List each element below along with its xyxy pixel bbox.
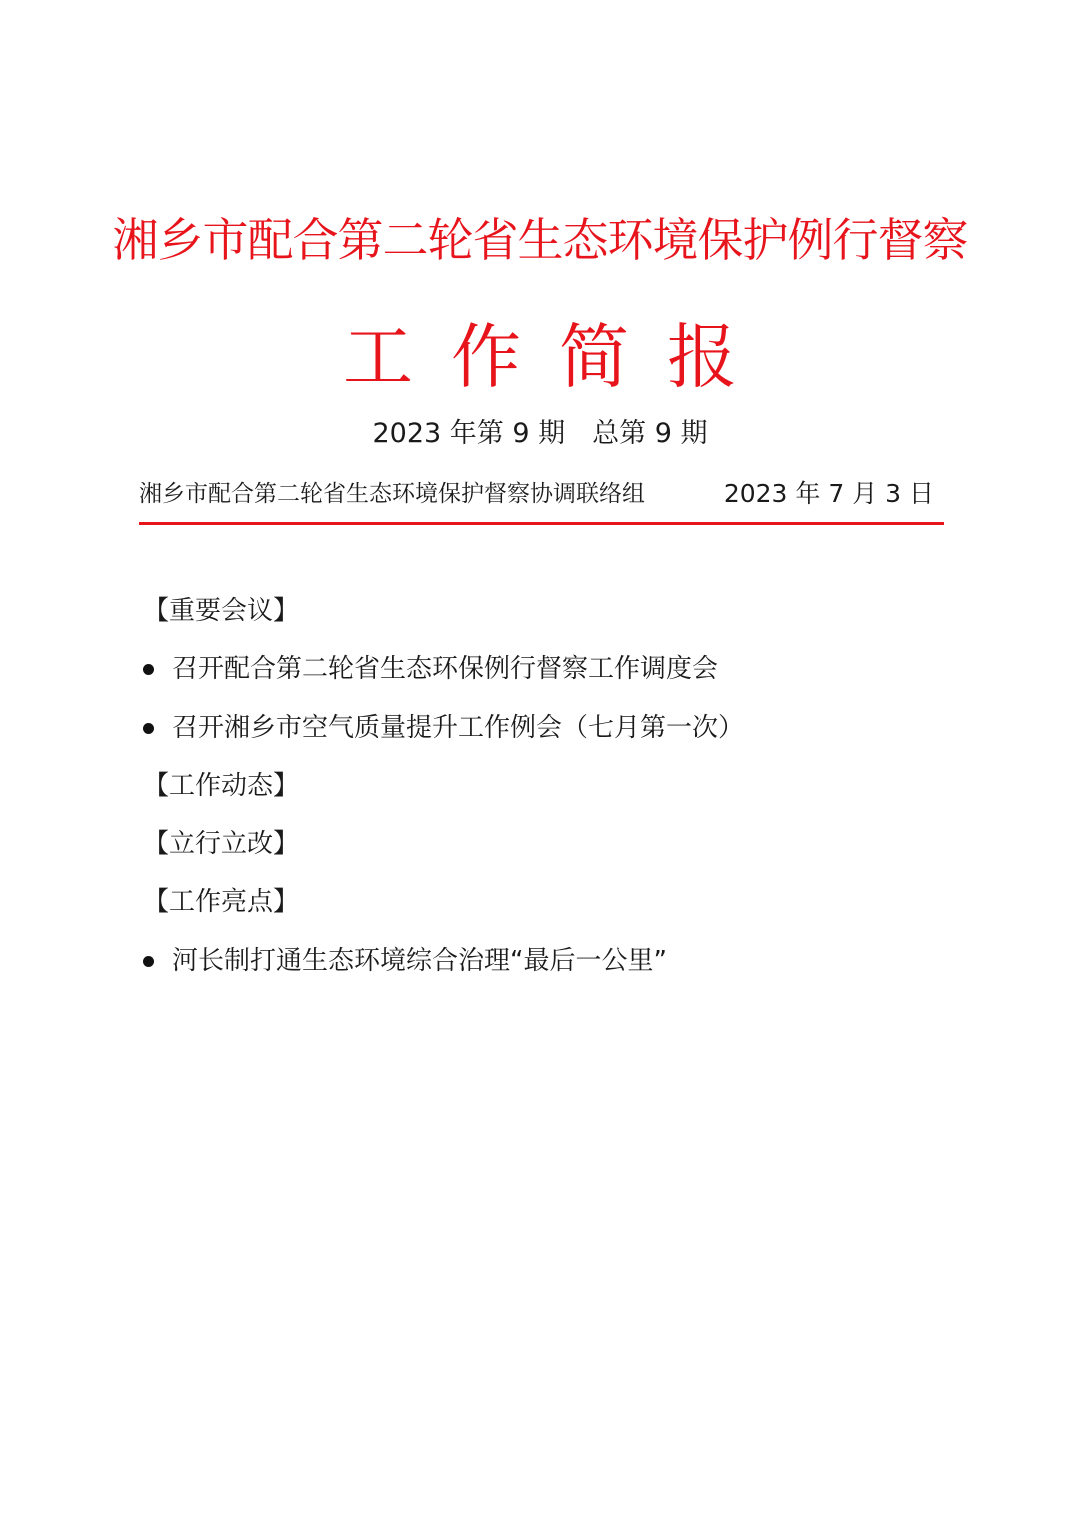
red-divider-line xyxy=(139,522,944,525)
contents-item[interactable] xyxy=(143,703,943,761)
section-heading-label: 【工作亮点】 xyxy=(143,887,300,918)
section-heading-work-updates xyxy=(143,761,943,819)
table-of-contents xyxy=(143,586,943,994)
issue-number: 2023 年第 9 期 总第 9 期 xyxy=(372,418,708,449)
issue-date: 2023 年 7 月 3 日 xyxy=(723,479,934,508)
section-heading-label: 【立行立改】 xyxy=(143,829,300,860)
section-heading-label: 【工作动态】 xyxy=(143,770,300,801)
contents-item-label: 河长制打通生态环境综合治理“最后一公里” xyxy=(172,945,667,976)
section-heading-important-meetings xyxy=(143,586,943,644)
contents-item[interactable] xyxy=(143,644,943,702)
issuer-row xyxy=(139,474,934,514)
bullet-icon xyxy=(143,956,154,967)
issuing-organization: 湘乡市配合第二轮省生态环境保护督察协调联络组 xyxy=(139,481,645,507)
contents-item[interactable] xyxy=(143,936,943,994)
bullet-icon xyxy=(143,664,154,675)
section-heading-immediate-rectification xyxy=(143,819,943,877)
document-subtitle: 工作简报 xyxy=(343,316,775,398)
bullet-icon xyxy=(143,723,154,734)
contents-item-label: 召开湘乡市空气质量提升工作例会（七月第一次） xyxy=(172,712,745,743)
contents-item-label: 召开配合第二轮省生态环保例行督察工作调度会 xyxy=(172,654,719,685)
document-title: 湘乡市配合第二轮省生态环境保护例行督察 xyxy=(112,213,968,267)
section-heading-label: 【重要会议】 xyxy=(143,596,300,626)
section-heading-work-highlights xyxy=(143,877,943,935)
